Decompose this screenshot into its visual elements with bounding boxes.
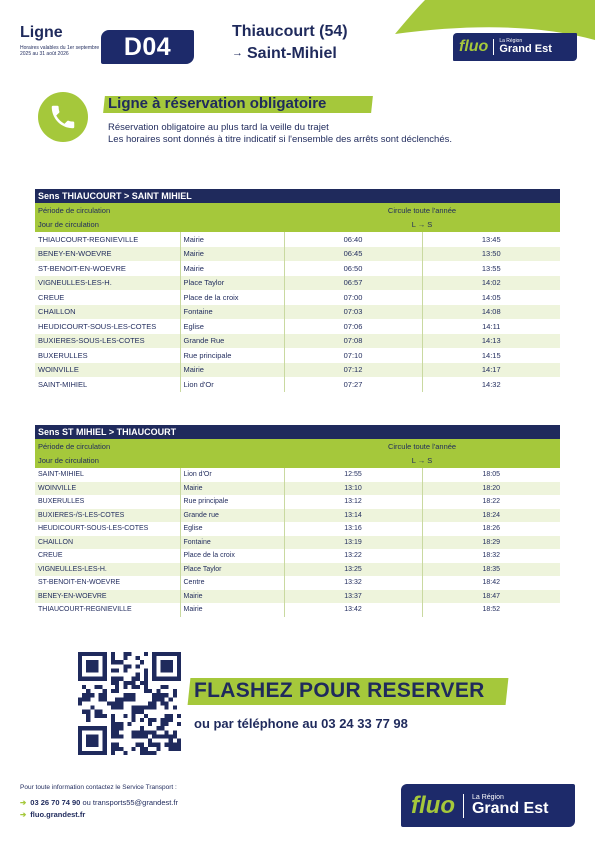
departure-time-2: 14:02: [422, 276, 560, 291]
table-row: [35, 305, 560, 320]
period-row: [35, 439, 560, 454]
day-row: [35, 454, 560, 469]
departure-time-1: 13:10: [284, 482, 422, 496]
stop-name: VIGNEULLES-LES-H.: [35, 276, 180, 291]
stop-name: BUXIERES-SOUS-LES-COTES: [35, 334, 180, 349]
stop-name: BENEY-EN-WOEVRE: [35, 590, 180, 604]
stop-place: Grande rue: [180, 509, 284, 523]
table-direction-row: [35, 189, 560, 203]
stop-place: Mairie: [180, 482, 284, 496]
stop-place: Mairie: [180, 261, 284, 276]
departure-time-2: 18:24: [422, 509, 560, 523]
stop-place: Rue principale: [180, 495, 284, 509]
departure-time-1: 13:16: [284, 522, 422, 536]
table-row: [35, 563, 560, 577]
footer-info-text: Pour toute information contactez le Service Transport :: [20, 784, 177, 791]
stop-name: CHAILLON: [35, 536, 180, 550]
stop-name: BUXIERES-/S-LES-COTES: [35, 509, 180, 523]
departure-time-2: 13:55: [422, 261, 560, 276]
arrow-right-icon: ➔: [20, 798, 27, 807]
departure-time-1: 07:06: [284, 319, 422, 334]
timetable-thiaucourt-saint-mihiel: [35, 189, 560, 392]
departure-time-2: 13:50: [422, 247, 560, 262]
table-row: [35, 509, 560, 523]
stop-place: Fontaine: [180, 305, 284, 320]
stop-name: THIAUCOURT-REGNIEVILLE: [38, 606, 132, 614]
departure-time-1: 07:03: [284, 305, 422, 320]
stop-place: Place Taylor: [180, 276, 284, 291]
stop-place: Eglise: [180, 522, 284, 536]
stop-name: CHAILLON: [35, 305, 180, 320]
booking-phone-line: ou par téléphone au 03 24 33 77 98: [194, 716, 408, 731]
departure-time-1: 06:40: [284, 232, 422, 247]
departure-time-2: 18:52: [422, 603, 560, 617]
day-value: L → S: [284, 454, 560, 469]
departure-time-2: 14:11: [422, 319, 560, 334]
reservation-note-2: Les horaires sont donnés à titre indicatif si l'ensemble des arrêts sont déclenchés.: [108, 134, 452, 145]
stop-name: BUXERULLES: [38, 498, 85, 506]
route-origin: Thiaucourt (54): [232, 23, 348, 40]
departure-time-1: 06:45: [284, 247, 422, 262]
departure-time-1: 06:57: [284, 276, 422, 291]
departure-time-2: 14:32: [422, 377, 560, 392]
logo-separator: [493, 39, 494, 55]
logo-region-small: La Région: [471, 794, 504, 801]
direction-label: Sens THIAUCOURT > SAINT MIHIEL: [35, 189, 560, 203]
table-row: [35, 319, 560, 334]
departure-time-2: 18:42: [422, 576, 560, 590]
table-row: [35, 590, 560, 604]
stop-place: Lion d'Or: [180, 377, 284, 392]
stop-name: SAINT-MIHIEL: [38, 471, 84, 479]
departure-time-1: 13:19: [284, 536, 422, 550]
departure-time-1: 07:00: [284, 290, 422, 305]
stop-name: CREUE: [38, 292, 65, 302]
table-row: [35, 468, 560, 482]
stop-name: SAINT-MIHIEL: [38, 379, 88, 389]
arrow-right-icon: ➔: [20, 810, 27, 819]
day-label: Jour de circulation: [35, 454, 284, 469]
logo-region: [499, 39, 552, 55]
departure-time-1: 12:55: [284, 468, 422, 482]
stop-place: Grande Rue: [180, 334, 284, 349]
departure-time-2: 18:22: [422, 495, 560, 509]
footer-phone[interactable]: 03 26 70 74 90: [30, 798, 81, 807]
table-row: [35, 603, 560, 617]
route-destination-label: Saint-Mihiel: [247, 45, 337, 62]
departure-time-1: 06:50: [284, 261, 422, 276]
departure-time-1: 13:37: [284, 590, 422, 604]
day-value: L → S: [284, 218, 560, 233]
departure-time-2: 18:47: [422, 590, 560, 604]
footer-website-line: [20, 810, 85, 819]
stop-name: BUXERULLES: [38, 350, 88, 360]
timetable-saint-mihiel-thiaucourt: [35, 425, 560, 617]
stop-place: Mairie: [180, 590, 284, 604]
departure-time-2: 14:08: [422, 305, 560, 320]
booking-qr-code[interactable]: [78, 652, 181, 755]
table-row: [35, 576, 560, 590]
departure-time-2: 14:15: [422, 348, 560, 363]
departure-time-2: 18:32: [422, 549, 560, 563]
departure-time-1: 07:10: [284, 348, 422, 363]
departure-time-1: 13:12: [284, 495, 422, 509]
day-label: Jour de circulation: [35, 218, 284, 233]
ligne-label: Ligne: [20, 24, 63, 41]
table-row: [35, 348, 560, 363]
departure-time-1: 13:14: [284, 509, 422, 523]
footer-website-link[interactable]: fluo.grandest.fr: [30, 810, 86, 819]
stop-name: HEUDICOURT-SOUS-LES-COTES: [38, 525, 149, 533]
logo-region-big: Grand Est: [499, 43, 552, 55]
period-row: [35, 203, 560, 218]
logo-region: [472, 794, 548, 817]
departure-time-1: 13:22: [284, 549, 422, 563]
stop-place: Place de la croix: [180, 290, 284, 305]
stop-place: Rue principale: [180, 348, 284, 363]
table-row: [35, 495, 560, 509]
table-row: [35, 247, 560, 262]
phone-icon: [38, 92, 88, 142]
logo-separator: [463, 794, 464, 818]
table-row: [35, 522, 560, 536]
stop-place: Place de la croix: [180, 549, 284, 563]
departure-time-1: 13:25: [284, 563, 422, 577]
departure-time-1: 13:42: [284, 603, 422, 617]
table-row: [35, 276, 560, 291]
logo-fluo-text: fluo: [411, 791, 455, 819]
stop-name: ST-BENOIT-EN-WOEVRE: [38, 263, 126, 273]
stop-name: BENEY-EN-WOEVRE: [35, 247, 180, 262]
logo-region-big: Grand Est: [471, 800, 549, 817]
table-row: [35, 232, 560, 247]
period-label: Période de circulation: [35, 439, 284, 454]
fluo-grand-est-logo: [453, 33, 577, 61]
table-row: [35, 363, 560, 378]
day-row: [35, 218, 560, 233]
logo-fluo-text: fluo: [459, 38, 489, 55]
direction-label: Sens ST MIHIEL > THIAUCOURT: [35, 425, 560, 439]
period-value: Circule toute l'année: [284, 203, 560, 218]
stop-place: Mairie: [180, 363, 284, 378]
stop-place: Mairie: [180, 603, 284, 617]
table-direction-row: [35, 425, 560, 439]
stop-place: Place Taylor: [180, 563, 284, 577]
period-value: Circule toute l'année: [284, 439, 560, 454]
departure-time-2: 18:35: [422, 563, 560, 577]
table-row: [35, 549, 560, 563]
departure-time-2: 13:45: [422, 232, 560, 247]
departure-time-2: 14:17: [422, 363, 560, 378]
reservation-title: Ligne à réservation obligatoire: [108, 95, 327, 112]
footer-email[interactable]: ou transports55@grandest.fr: [82, 798, 179, 807]
table-row: [35, 334, 560, 349]
table-row: [35, 261, 560, 276]
table-row: [35, 536, 560, 550]
departure-time-2: 18:29: [422, 536, 560, 550]
logo-region-small: La Région: [499, 38, 523, 44]
reservation-note-1: Réservation obligatoire au plus tard la veille du trajet: [108, 122, 329, 133]
table-row: [35, 377, 560, 392]
stop-name: HEUDICOURT-SOUS-LES-COTES: [38, 321, 157, 331]
validity-dates: Horaires valables du 1er septembre 2025 au 31 août 2026: [20, 45, 100, 57]
departure-time-2: 18:26: [422, 522, 560, 536]
stop-name: VIGNEULLES-LES-H.: [35, 563, 180, 577]
stop-place: Centre: [180, 576, 284, 590]
stop-place: Lion d'Or: [180, 468, 284, 482]
departure-time-1: 07:12: [284, 363, 422, 378]
departure-time-1: 13:32: [284, 576, 422, 590]
flash-to-book-heading: FLASHEZ POUR RESERVER: [194, 679, 485, 702]
stop-name: WOINVILLE: [35, 482, 180, 496]
period-label: Période de circulation: [35, 203, 284, 218]
stop-name: WOINVILLE: [35, 363, 180, 378]
departure-time-2: 18:05: [422, 468, 560, 482]
table-row: [35, 290, 560, 305]
departure-time-2: 14:13: [422, 334, 560, 349]
table-row: [35, 482, 560, 496]
footer-contact-line: [20, 798, 178, 807]
departure-time-1: 07:27: [284, 377, 422, 392]
route-destination: [232, 45, 337, 63]
stop-name: ST-BENOIT-EN-WOEVRE: [38, 579, 121, 587]
departure-time-2: 18:20: [422, 482, 560, 496]
fluo-grand-est-logo-footer: [401, 784, 575, 827]
arrow-right-icon: →: [232, 47, 243, 59]
departure-time-1: 07:08: [284, 334, 422, 349]
stop-name: THIAUCOURT-REGNIEVILLE: [38, 234, 139, 244]
stop-place: Fontaine: [180, 536, 284, 550]
stop-place: Mairie: [180, 232, 284, 247]
departure-time-2: 14:05: [422, 290, 560, 305]
stop-name: CREUE: [38, 552, 63, 560]
line-code-badge: D04: [101, 30, 194, 64]
stop-place: Eglise: [180, 319, 284, 334]
stop-place: Mairie: [180, 247, 284, 262]
